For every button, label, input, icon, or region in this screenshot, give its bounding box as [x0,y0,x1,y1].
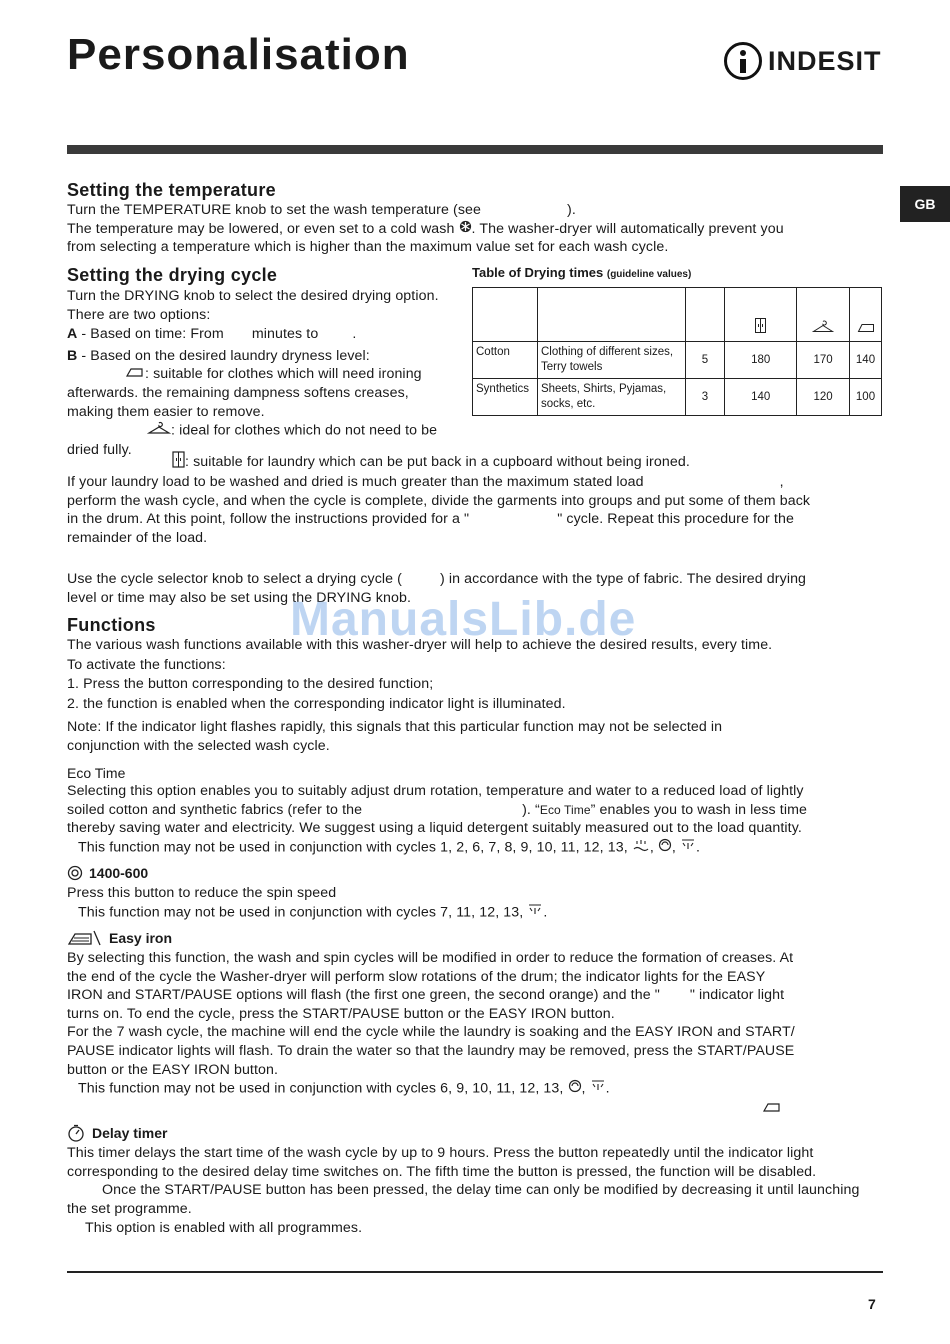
ecotime-line: , [671,839,676,856]
ecotime-heading: Eco Time [67,765,126,781]
cupboard-icon [172,451,185,474]
easyiron-line: turns on. To end the cycle, press the START/PAUSE button or the EASY IRON button. [67,1005,615,1022]
table-header-cell [537,288,685,342]
temperature-line-end: ). [567,202,576,218]
functions-line: The various wash functions available with this washer-dryer will help to achieve the desired results, every time. [67,637,773,653]
functions-note: conjunction with the selected wash cycle. [67,737,330,754]
delay-line: the set programme. [67,1200,192,1217]
easyiron-line: PAUSE indicator lights will flash. To drain the water so that the laundry may be removed, press the START/PAUSE [67,1042,795,1059]
table-header-cell [725,288,797,342]
table-row [473,379,882,416]
easy-iron-icon [67,929,101,947]
table-cell-desc: Sheets, Shirts, Pyjamas, socks, etc. [537,379,685,416]
cupboard-icon [755,318,766,333]
option-b-text: - Based on the desired laundry dryness level: [77,347,370,364]
temperature-line: The temperature may be lowered, or even set to a cold wash [67,220,455,237]
table-title-text: Table of Drying times [472,265,604,280]
delay-line: Once the START/PAUSE button has been pressed, the delay time can only be modified by decreasing it until launching [102,1182,860,1199]
functions-text [67,636,887,756]
cupboard-dry-text: : suitable for laundry which can be put back in a cupboard without being ironed. [185,454,690,471]
table-header-cell [850,288,882,342]
easyiron-heading-text: Easy iron [109,930,173,946]
easyiron-line: By selecting this function, the wash and spin cycles will be modified in order to reduce the formation of creases. At [67,950,794,966]
spin-icon [568,1079,582,1099]
functions-heading: Functions [67,615,156,635]
drain-icon [527,903,543,923]
footer-rule [67,1271,883,1273]
easyiron-line: , [581,1080,586,1097]
drain-icon [680,838,696,858]
option-a-text: . [352,326,357,343]
watermark: ManualsLib.de [290,593,637,646]
cycle-line: level or time may also be set using the DRYING knob. [67,589,412,606]
snowflake-icon [459,220,472,239]
spin-heading [67,865,148,881]
page-title: Personalisation [67,30,410,79]
spin-heading-text: 1400-600 [89,865,149,881]
spin-line: This function may not be used in conjunction with cycles 7, 11, 12, 13, [78,904,524,921]
load-line: remainder of the load. [67,529,208,546]
easyiron-line: . [605,1080,610,1097]
language-tab: GB [900,186,950,222]
iron-icon [125,365,145,384]
table-cell-desc: Clothing of different sizes, Terry towels [537,342,685,379]
table-cell-hanger: 170 [797,342,850,379]
ecotime-line: , [649,839,654,856]
functions-note: Note: If the indicator light flashes rapidly, this signals that this particular function may not be selected in [67,719,723,736]
delay-text [67,1144,887,1238]
spin-speed-icon [67,865,83,881]
iron-icon [762,1100,782,1118]
ecotime-line: thereby saving water and electricity. We suggest using a liquid detergent suitably measured out to the load quantity. [67,820,802,837]
delay-heading-text: Delay timer [92,1125,168,1141]
ecotime-inline-logo: Eco Time [539,802,591,817]
ecotime-line: ” enables you to wash in less time [590,801,807,818]
table-title [472,265,691,280]
iron-dry-text: : suitable for clothes which will need ironing afterwards. the remaining dampness softens creases, making them easier to remove. [67,366,422,420]
iron-icon [857,322,875,333]
wool-icon [632,838,650,858]
table-cell-iron: 100 [850,379,882,416]
option-a-text: minutes to [251,326,319,343]
drain-icon [590,1079,606,1099]
delay-line: This option is enabled with all programmes. [85,1220,363,1237]
brand-logo [724,42,882,80]
brand-name: INDESIT [768,45,882,76]
hanger-icon [812,320,834,333]
temperature-heading: Setting the temperature [67,180,276,200]
drying-text [67,287,452,459]
functions-line: 2. the function is enabled when the corresponding indicator light is illuminated. [67,695,566,712]
table-cell-fabric: Synthetics [473,379,538,416]
table-header-row [473,288,882,342]
easyiron-line: This function may not be used in conjunction with cycles 6, 9, 10, 11, 12, 13, [78,1080,564,1097]
table-cell-cupboard: 140 [725,379,797,416]
functions-line: To activate the functions: [67,656,226,673]
table-title-note: (guideline values) [606,269,692,280]
table-cell-hanger: 120 [797,379,850,416]
hanger-icon [147,421,171,441]
spin-line: . [543,904,548,921]
load-line: perform the wash cycle, and when the cycle is complete, divide the garments into groups and put some of them back [67,492,811,509]
easyiron-line: IRON and START/PAUSE options will flash (the first one green, the second orange) and the " [67,987,660,1004]
load-line: " cycle. Repeat this procedure for the [557,511,794,528]
table-cell-load: 5 [685,342,725,379]
table-cell-iron: 140 [850,342,882,379]
ecotime-line: . [696,839,701,856]
spin-text [67,884,887,922]
load-paragraph [67,473,887,547]
delay-line: This timer delays the start time of the wash cycle by up to 9 hours. Press the button repeatedly until the indicator light [67,1145,814,1161]
ecotime-line: Selecting this option enables you to suitably adjust drum rotation, temperature and water to a reduced load of lightly [67,783,804,799]
option-b-letter: B [67,347,78,364]
table-header-cell [685,288,725,342]
indesit-logo-icon [724,42,762,80]
table-header-cell [473,288,538,342]
easyiron-line: button or the EASY IRON button. [67,1061,279,1078]
table-row [473,342,882,379]
spin-line: Press this button to reduce the spin speed [67,885,337,901]
temperature-line: Turn the TEMPERATURE knob to set the wash temperature (see [67,202,481,218]
easyiron-line: For the 7 wash cycle, the machine will end the cycle while the laundry is soaking and the EASY IRON and START/ [67,1024,795,1041]
hanger-dry-text: : ideal for clothes which do not need to be dried fully. [67,422,438,458]
drying-heading: Setting the drying cycle [67,265,278,285]
easyiron-line: the end of the cycle the Washer-dryer will perform slow rotations of the drum; the indicator lights for the EASY [67,968,766,985]
temperature-line: . The washer-dryer will automatically prevent you [471,220,784,237]
cupboard-line [172,451,872,474]
table-cell-load: 3 [685,379,725,416]
easyiron-heading [67,929,172,947]
table-cell-fabric: Cotton [473,342,538,379]
timer-icon [67,1124,85,1142]
load-line: If your laundry load to be washed and dried is much greater than the maximum stated load [67,474,644,490]
ecotime-text [67,782,887,857]
cycle-line: ) in accordance with the type of fabric. The desired drying [440,571,807,587]
temperature-line: from selecting a temperature which is higher than the maximum value set for each wash cycle. [67,239,669,256]
load-line: , [779,474,784,490]
drying-intro: Turn the DRYING knob to select the desired drying option. There are two options: [67,288,439,323]
table-header-cell [797,288,850,342]
ecotime-line: soiled cotton and synthetic fabrics (refer to the [67,801,363,818]
delay-heading [67,1124,167,1142]
option-a-text: - Based on time: From [77,326,224,343]
temperature-text [67,201,887,257]
ecotime-line: This function may not be used in conjunction with cycles 1, 2, 6, 7, 8, 9, 10, 11, 12, 13, [78,839,628,856]
header-rule [67,145,883,154]
load-line: in the drum. At this point, follow the instructions provided for a " [67,511,470,528]
spin-icon [658,838,672,858]
drying-times-table [472,287,882,416]
page-number: 7 [868,1296,876,1312]
easyiron-text [67,949,887,1099]
table-cell-cupboard: 180 [725,342,797,379]
ecotime-line: ). “ [522,801,540,818]
option-a-letter: A [67,326,78,343]
delay-line: corresponding to the desired delay time switches on. The fifth time the button is pressed, the function will be disabled. [67,1163,817,1180]
cycle-line: Use the cycle selector knob to select a drying cycle ( [67,571,403,587]
easyiron-line: " indicator light [689,987,785,1004]
functions-line: 1. Press the button corresponding to the desired function; [67,676,434,693]
